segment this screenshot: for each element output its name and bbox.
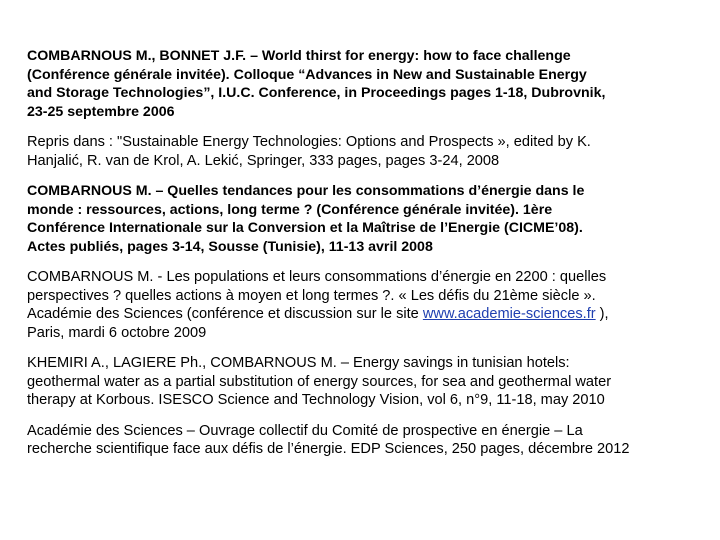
reference-line: perspectives ? quelles actions à moyen et long termes ?. « Les défis du 21ème siècle ». bbox=[27, 287, 596, 304]
reference-line: Actes publiés, pages 3-14, Sousse (Tunisie), 11-13 avril 2008 bbox=[27, 238, 433, 255]
reference-line: KHEMIRI A., LAGIERE Ph., COMBARNOUS M. – Energy savings in tunisian hotels: bbox=[27, 355, 570, 371]
reference-line: Paris, mardi 6 octobre 2009 bbox=[27, 324, 207, 341]
reference-line: and Storage Technologies”, I.U.C. Conference, in Proceedings pages 1-18, Dubrovnik, bbox=[27, 85, 606, 101]
reference-line: Repris dans : "Sustainable Energy Technologies: Options and Prospects », edited by K. bbox=[27, 134, 591, 150]
reference-line-with-link bbox=[27, 305, 699, 324]
reference-3 bbox=[27, 182, 699, 256]
reference-line: therapy at Korbous. ISESCO Science and Technology Vision, vol 6, n°9, 11-18, may 2010 bbox=[27, 392, 605, 408]
reference-text: Académie des Sciences (conférence et discussion sur le site bbox=[27, 306, 423, 322]
reference-line: COMBARNOUS M. – Quelles tendances pour les consommations d’énergie dans le bbox=[27, 183, 585, 199]
reference-line: monde : ressources, actions, long terme ? (Conférence générale invitée). 1ère bbox=[27, 201, 553, 218]
reference-line: 23-25 septembre 2006 bbox=[27, 103, 175, 120]
reference-line: COMBARNOUS M., BONNET J.F. – World thirst for energy: how to face challenge bbox=[27, 48, 571, 64]
reference-1 bbox=[27, 47, 699, 121]
reference-5 bbox=[27, 354, 699, 410]
reference-line: recherche scientifique face aux défis de l’énergie. EDP Sciences, 250 pages, décembre 2012 bbox=[27, 441, 630, 457]
reference-4 bbox=[27, 268, 699, 342]
reference-line: Conférence Internationale sur la Conversion et la Maîtrise de l’Energie (CICME’08). bbox=[27, 220, 583, 236]
reference-line: Académie des Sciences – Ouvrage collectif du Comité de prospective en énergie – La bbox=[27, 422, 583, 439]
reference-line: Hanjalić, R. van de Krol, A. Lekić, Springer, 333 pages, pages 3-24, 2008 bbox=[27, 152, 500, 169]
reference-line: (Conférence générale invitée). Colloque “Advances in New and Sustainable Energy bbox=[27, 66, 587, 83]
reference-2 bbox=[27, 133, 699, 170]
references-document bbox=[27, 47, 699, 459]
reference-line: geothermal water as a partial substitution of energy sources, for sea and geothermal water bbox=[27, 373, 612, 390]
reference-text: ), bbox=[595, 306, 609, 322]
reference-6 bbox=[27, 422, 699, 459]
reference-line: COMBARNOUS M. - Les populations et leurs consommations d’énergie en 2200 : quelles bbox=[27, 269, 607, 285]
academie-sciences-link[interactable]: www.academie-sciences.fr bbox=[422, 306, 596, 322]
